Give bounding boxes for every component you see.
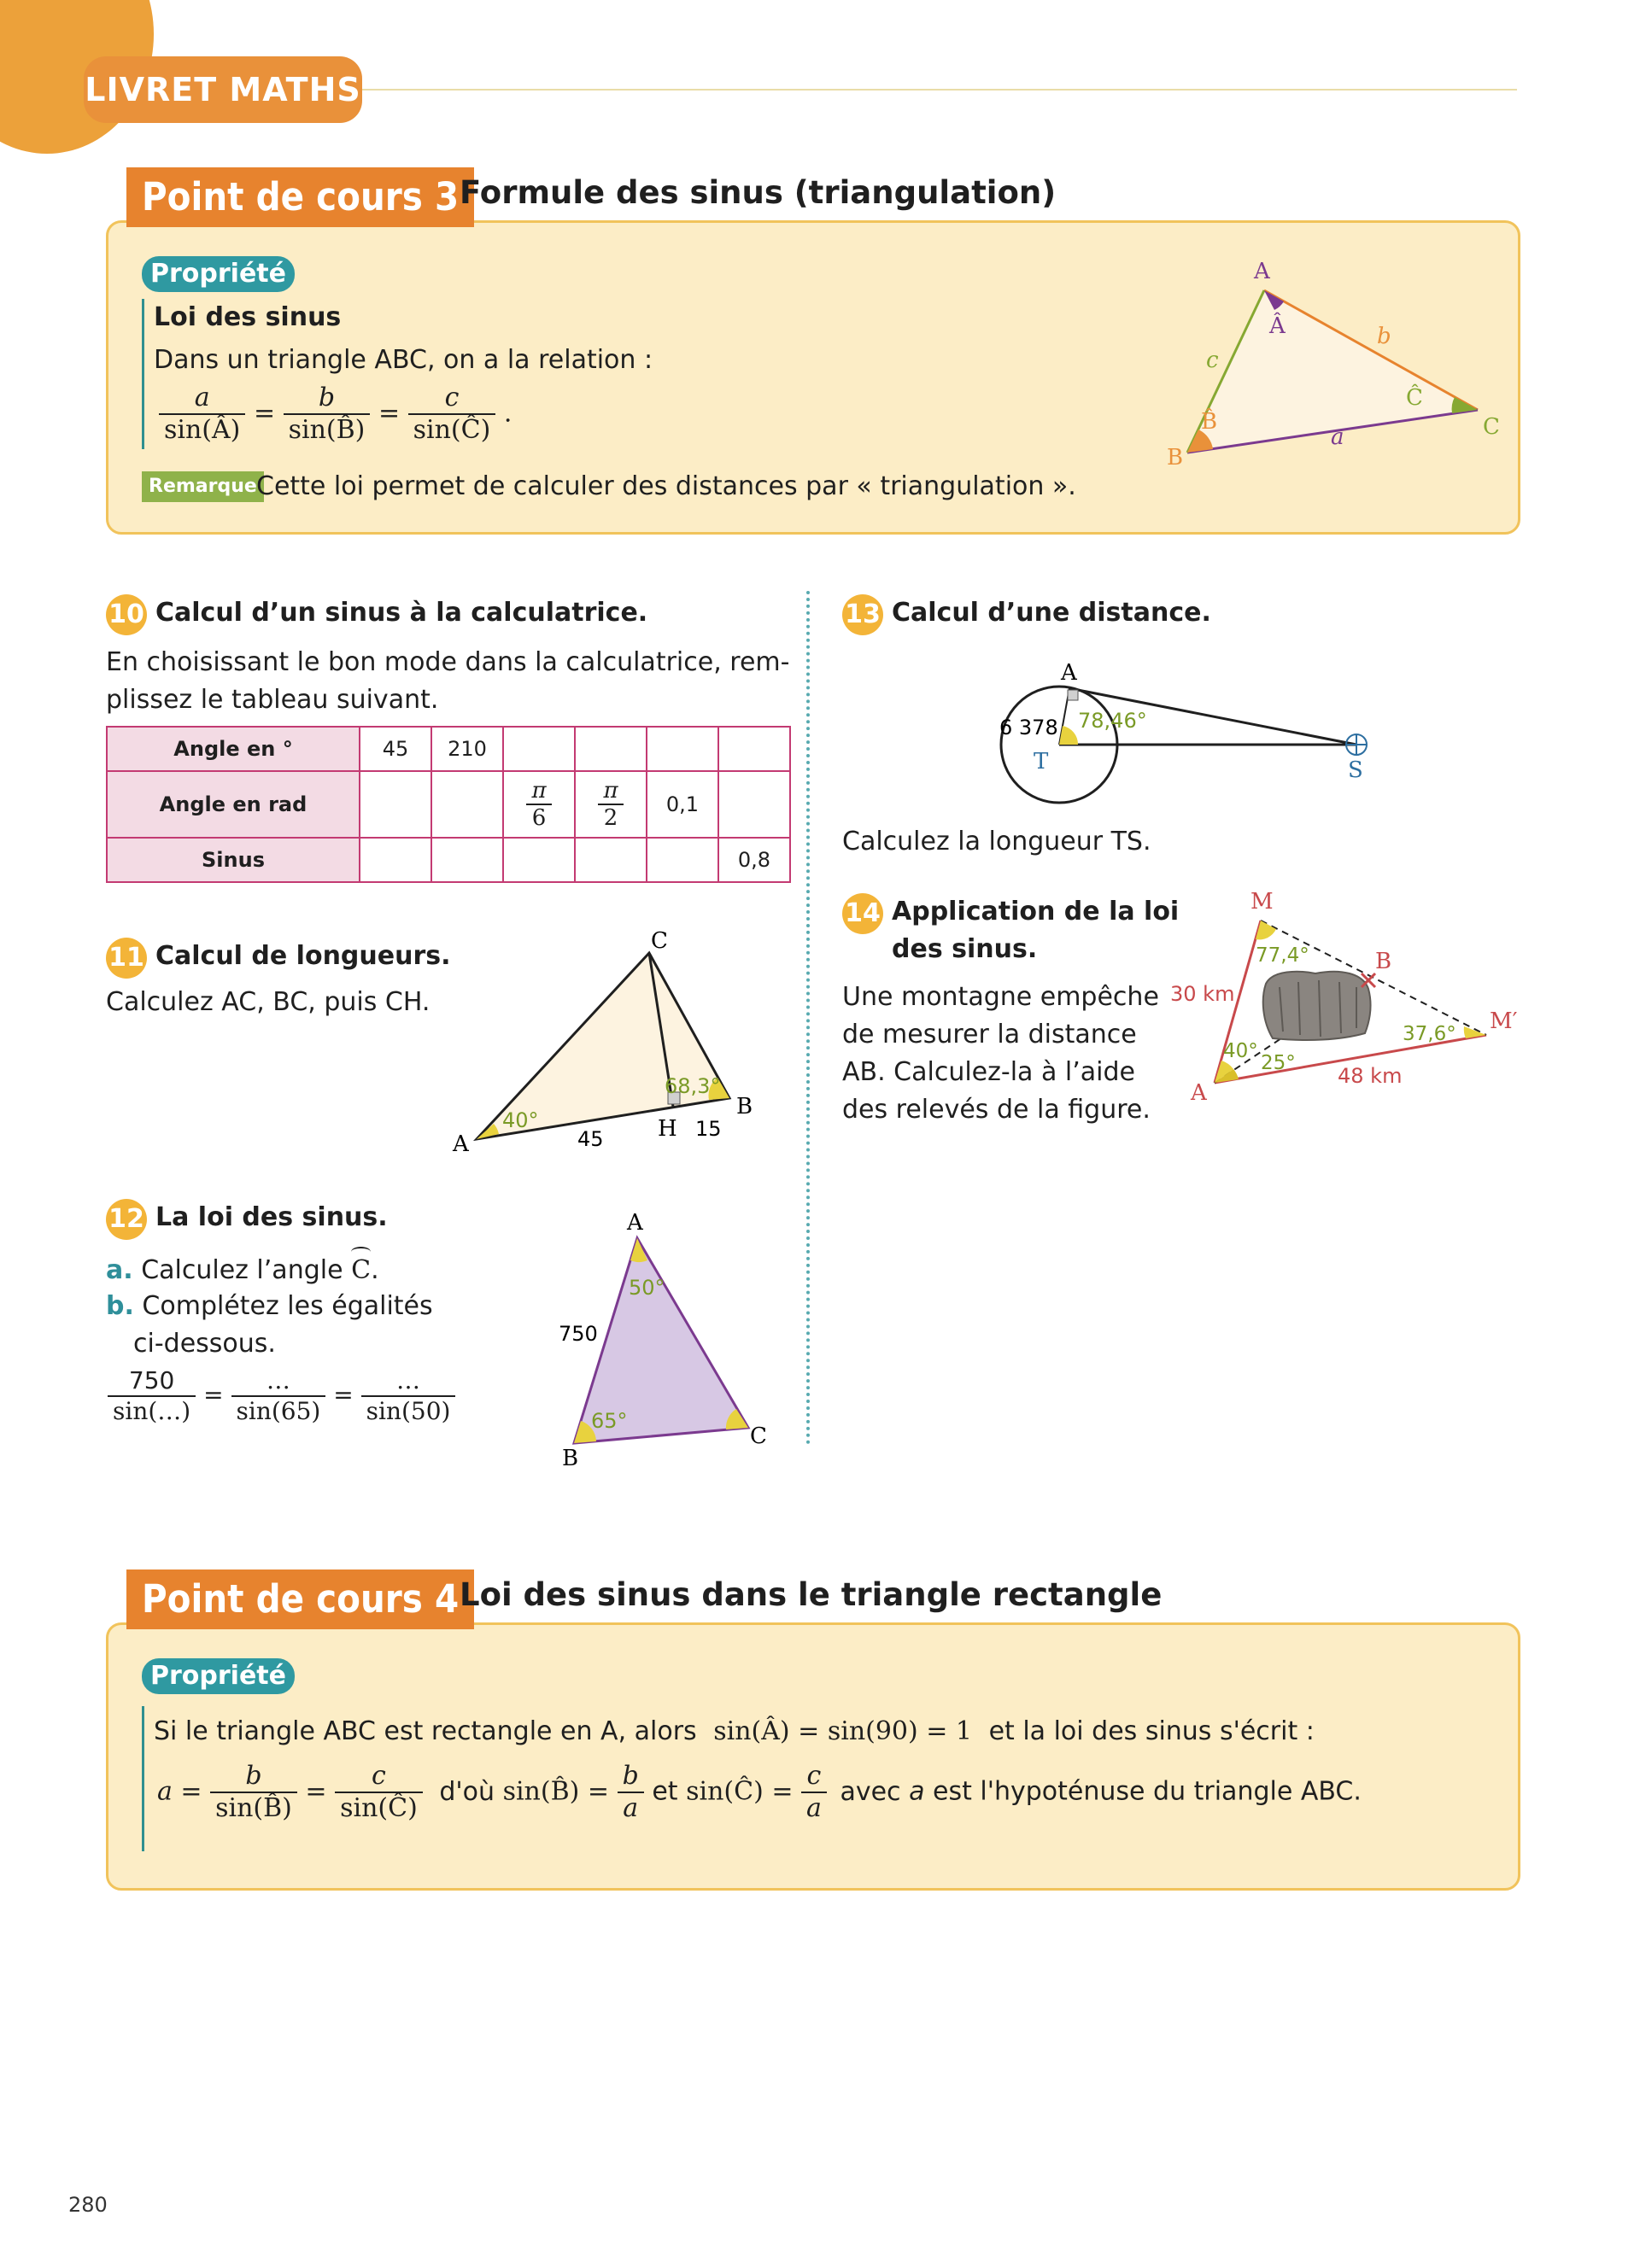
angle-A-value: 40° [502,1108,539,1132]
ex13-title: Calcul d’une distance. [892,598,1211,628]
header-rule [362,89,1517,91]
dou-text: d'où [439,1776,495,1807]
row-header: Angle en ° [107,727,360,771]
frac-num: c [335,1761,423,1793]
ex12-item-b [106,1288,433,1325]
ex10-title: Calcul d’un sinus à la calculatrice. [155,598,648,628]
sinC-equals: sin(Ĉ) = [686,1776,794,1807]
ex14-text-3: AB. Calculez-la à l’aide [842,1057,1135,1087]
right-angle-mark [1068,690,1078,700]
label-C: C [1483,414,1500,440]
ex10-text-1: En choisissant le bon mode dans la calculatrice, rem- [106,647,790,677]
label-c: c [1206,348,1219,373]
label-A: A [1254,259,1270,284]
et-text: et [652,1776,678,1807]
item-b-text-1: Complétez les égalités [142,1291,433,1321]
pc3-tag: Point de cours 3 [126,167,474,227]
frac-b-a [618,1761,644,1824]
ex10-text-2: plissez le tableau suivant. [106,685,439,715]
table-cell[interactable] [360,838,431,882]
frac-num: c [801,1761,827,1793]
frac-num: 750 [108,1366,196,1397]
frac-den: sin(Ĉ) [340,1793,418,1823]
pc4-property-badge: Propriété [142,1658,295,1694]
table-cell[interactable] [647,727,718,771]
law-formula [159,383,512,446]
ex12-item-a: a. Calculez l’angle C . [106,1245,379,1289]
label-S: S [1348,757,1363,783]
ex14-figure [1170,888,1529,1110]
label-Mp: M′ [1490,1008,1518,1034]
length-HB: 15 [695,1117,722,1141]
table-cell[interactable] [503,771,575,838]
ex12-number: 12 [106,1199,147,1240]
equals-sign: = [203,1381,224,1409]
law-title: Loi des sinus [154,302,342,332]
equals-sign: = [333,1381,354,1409]
ex12-triangle-figure [547,1204,786,1477]
pc4-left-bar [142,1706,144,1851]
ex13-figure [982,649,1392,820]
row-header: Angle en rad [107,771,360,838]
frac-num: π [598,778,623,805]
frac-a-sinA [159,383,245,446]
frac-num: … [231,1366,326,1397]
label-B: B [1375,949,1392,974]
table-cell[interactable]: 0,8 [718,838,790,882]
period: . [503,398,512,429]
table-row [107,838,790,882]
label-angle-C: Ĉ [1406,385,1423,411]
ex14-text-2: de mesurer la distance [842,1020,1137,1049]
ex13-text: Calculez la longueur TS. [842,827,1151,856]
pc4-line-1 [154,1713,1315,1751]
label-B: B [1167,445,1184,470]
ex11-title: Calcul de longueurs. [155,941,451,971]
label-C: C [651,931,668,954]
item-a-text: Calculez l’angle [141,1255,343,1285]
pc4-line-1-formula: sin(Â) = sin(90) = 1 [713,1716,973,1746]
ex10-number: 10 [106,594,147,635]
mountain-icon [1263,972,1371,1040]
item-b-label: b. [106,1291,134,1321]
equals-sign: = [305,1776,327,1807]
ex14-title-2: des sinus. [892,934,1038,964]
ex14-text-4: des relevés de la figure. [842,1095,1151,1125]
label-a: a [1331,424,1344,450]
pc4-title: Loi des sinus dans le triangle rectangle [460,1576,1163,1613]
frac-b-sinB [284,383,371,446]
label-A: A [453,1131,469,1153]
ex12-item-b-line2: ci-dessous. [133,1329,276,1359]
length-AM: 30 km [1170,982,1235,1006]
ex11-text: Calculez AC, BC, puis CH. [106,987,430,1017]
angle-B-value: 65° [591,1409,628,1433]
label-A: A [1061,660,1077,686]
ex11-number: 11 [106,938,147,979]
pc4-line-1-end: et la loi des sinus s'écrit : [988,1716,1315,1746]
label-H: H [658,1116,677,1142]
remark-label: Remarque [142,471,264,502]
table-cell[interactable] [431,771,503,838]
pc3-property-badge: Propriété [142,256,295,292]
frac-num: a [159,383,245,415]
equals-sign: = [378,398,401,429]
frac-c-sinC [408,383,496,446]
angle-B-value: 68,3° [665,1074,721,1098]
frac-num: π [526,778,551,805]
ex10-table [106,726,791,883]
frac-num: b [210,1761,297,1793]
table-cell[interactable]: 0,1 [647,771,718,838]
length-AMp: 48 km [1338,1064,1403,1088]
table-cell[interactable]: 210 [431,727,503,771]
ex14-title-1: Application de la loi [892,897,1180,926]
a-equals: a = [157,1776,202,1807]
label-b: b [1377,324,1391,349]
label-B: B [736,1094,753,1119]
table-cell[interactable] [503,727,575,771]
frac-den: 2 [603,805,618,831]
pc3-left-bar [142,299,144,449]
frac-num: b [618,1761,644,1793]
angle-value: 78,46° [1078,709,1147,733]
frac-den: sin(Â) [164,415,241,445]
pi-over-2 [598,778,623,831]
table-row [107,727,790,771]
pc4-line-2 [157,1761,1362,1824]
label-M: M [1250,889,1274,915]
pc4-tag: Point de cours 4 [126,1569,474,1629]
frac-num: b [284,383,371,415]
frac-den: sin(50) [366,1397,451,1425]
side-750: 750 [559,1322,598,1346]
label-B: B [562,1446,579,1471]
equals-sign: = [253,398,276,429]
ex12-title: La loi des sinus. [155,1202,388,1232]
column-separator [806,591,810,1445]
ex12-equalities [108,1366,455,1426]
pc4-line-1-text: Si le triangle ABC est rectangle en A, alors [154,1716,697,1746]
avec-text: avec [840,1776,901,1807]
table-cell[interactable]: 45 [360,727,431,771]
table-cell[interactable] [575,771,647,838]
table-cell[interactable] [718,727,790,771]
frac-65 [231,1366,326,1426]
frac-c-a [801,1761,827,1824]
avec-a: a [909,1776,925,1807]
ex13-number: 13 [842,594,883,635]
angle-A1-value: 40° [1223,1040,1258,1062]
angle-arc-mark [351,1247,371,1257]
table-cell[interactable] [647,838,718,882]
frac-den: a [806,1793,822,1823]
angle-M-value: 77,4° [1256,944,1309,967]
pc3-triangle-figure [1145,248,1503,470]
frac-50 [361,1366,456,1426]
table-cell[interactable] [575,838,647,882]
length-AH: 45 [577,1127,604,1151]
label-angle-B: B̂ [1201,409,1218,435]
frac-den: a [623,1793,639,1823]
label-A: A [1191,1080,1207,1106]
livret-badge: LIVRET MATHS [84,56,362,123]
pc4-box [106,1622,1520,1891]
angle-C-hat: C [351,1245,371,1289]
table-cell[interactable] [575,727,647,771]
label-A: A [627,1210,643,1236]
pi-over-6 [526,778,551,831]
frac-den: sin(B̂) [215,1793,292,1823]
ex14-text-1: Une montagne empêche [842,982,1159,1012]
angle-A-value: 50° [629,1276,665,1300]
row-header: Sinus [107,838,360,882]
ex14-number: 14 [842,893,883,934]
table-cell[interactable] [431,838,503,882]
frac-num: … [361,1366,456,1397]
angle-Mp-value: 37,6° [1403,1023,1456,1045]
radius-value: 6 378 [999,716,1058,739]
frac-den: sin(65) [236,1397,321,1425]
ex11-triangle-figure [444,931,769,1153]
frac-den: 6 [531,805,547,831]
table-cell[interactable] [360,771,431,838]
frac-den: sin(Ĉ) [413,415,491,445]
remark-text: Cette loi permet de calculer des distances par « triangulation ». [256,471,1076,501]
table-row [107,771,790,838]
frac-b-sinB [210,1761,297,1824]
frac-c-sinC [335,1761,423,1824]
frac-750 [108,1366,196,1426]
item-a-label: a. [106,1255,133,1285]
frac-den: sin(…) [113,1397,191,1425]
label-angle-A: Â [1269,313,1286,339]
table-cell[interactable] [718,771,790,838]
angle-A2-value: 25° [1261,1052,1296,1074]
page-number: 280 [68,2193,108,2217]
label-C: C [750,1423,767,1449]
label-T: T [1034,749,1049,775]
table-cell[interactable] [503,838,575,882]
frac-num: c [408,383,496,415]
law-text: Dans un triangle ABC, on a la relation : [154,345,653,375]
frac-den: sin(B̂) [288,415,366,445]
sinB-equals: sin(B̂) = [502,1776,610,1807]
pc3-title: Formule des sinus (triangulation) [460,174,1057,211]
avec-end: est l'hypoténuse du triangle ABC. [933,1776,1362,1807]
